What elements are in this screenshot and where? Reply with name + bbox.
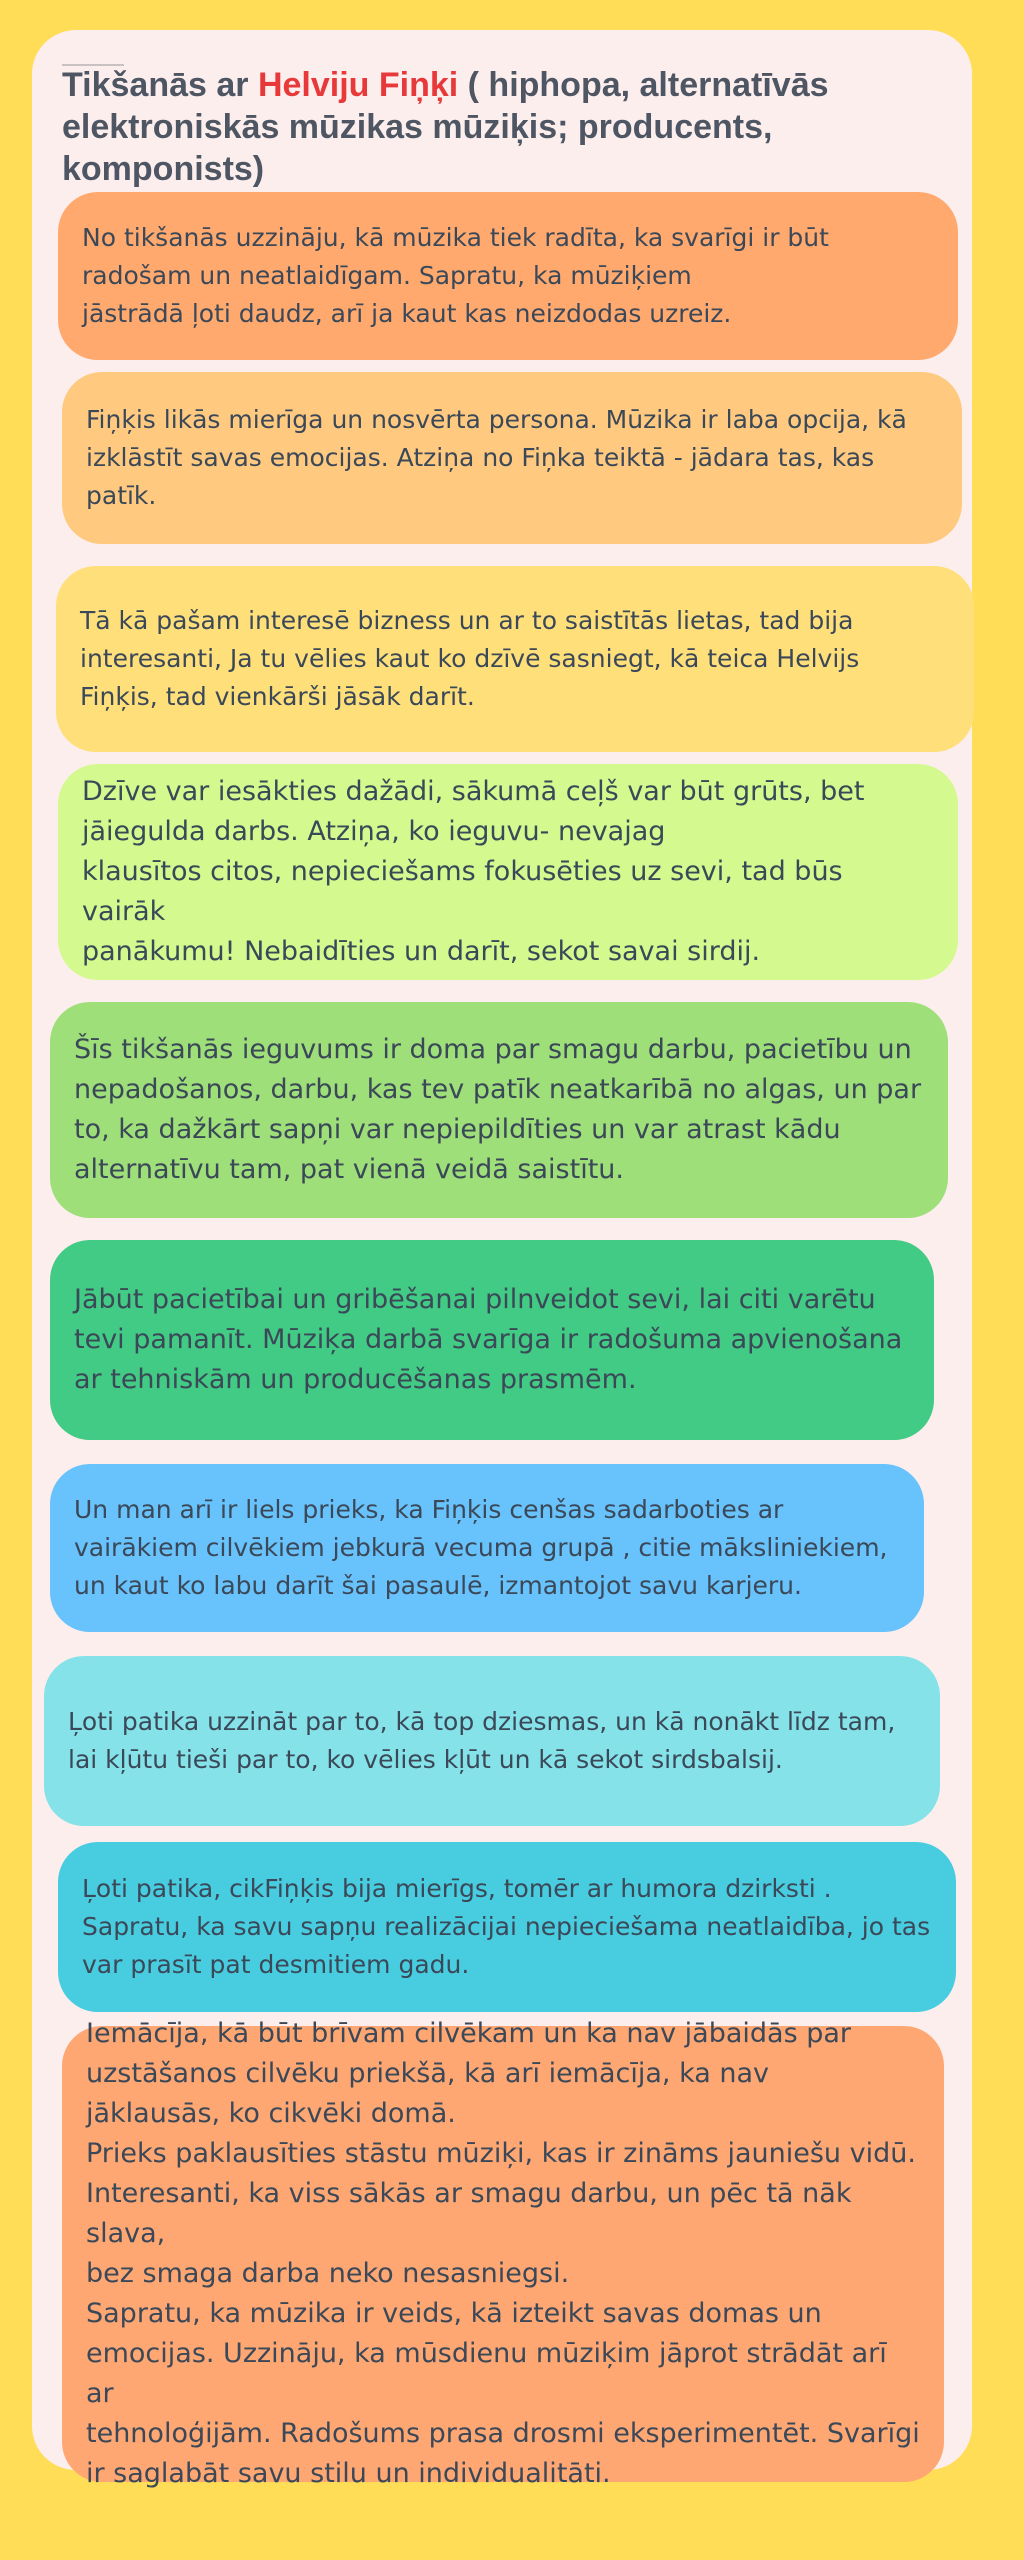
- sticky-note-text: Fiņķis likās mierīga un nosvērta persona. Mūzika ir laba opcija, kā izklāstīt savas emocijas. Atziņa no Fiņka teiktā - jādara tas, kas patīk.: [86, 405, 907, 510]
- sticky-note-text: Un man arī ir liels prieks, ka Fiņķis cenšas sadarboties ar vairākiem cilvēkiem jebkurā vecuma grupā , citie māksliniekiem, un kaut ko labu darīt šai pasaulē, izmantojot savu karjeru.: [74, 1495, 888, 1600]
- sticky-note-5[interactable]: [50, 1002, 948, 1218]
- sticky-note-3[interactable]: [56, 566, 974, 752]
- sticky-note-text: Dzīve var iesākties dažādi, sākumā ceļš var būt grūts, bet jāiegulda darbs. Atziņa, ko ieguvu- nevajag klausītos citos, nepieciešams fokusēties uz sevi, tad būs vairāk panākumu! Nebaidīties un darīt, sekot savai sirdij.: [82, 776, 865, 967]
- sticky-note-4[interactable]: [58, 764, 958, 980]
- sticky-note-2[interactable]: [62, 372, 962, 544]
- sticky-note-9[interactable]: [58, 1842, 956, 2012]
- sticky-note-1[interactable]: [58, 192, 958, 360]
- title-prefix: Tikšanās ar: [62, 66, 258, 104]
- sticky-note-10[interactable]: [62, 2018, 944, 2489]
- sticky-note-7[interactable]: [50, 1464, 924, 1632]
- title-name: Helviju Fiņķi: [257, 66, 459, 104]
- sticky-note-6[interactable]: [50, 1240, 934, 1440]
- sticky-note-text: Ļoti patika, cikFiņķis bija mierīgs, tomēr ar humora dzirksti . Sapratu, ka savu sapņu realizācijai nepieciešama neatlaidība, jo tas var prasīt pat desmitiem gadu.: [82, 1874, 931, 1979]
- page-title: [62, 64, 902, 190]
- sticky-note-text: Jābūt pacietībai un gribēšanai pilnveidot sevi, lai citi varētu tevi pamanīt. Mūziķa darbā svarīga ir radošuma apvienošana ar tehniskām un producēšanas prasmēm.: [74, 1284, 903, 1395]
- sticky-note-text: Šīs tikšanās ieguvums ir doma par smagu darbu, pacietību un nepadošanos, darbu, kas tev patīk neatkarībā no algas, un par to, ka dažkārt sapņi var nepiepildīties un var atrast kādu alternatīvu tam, pat vienā veidā saistītu.: [74, 1034, 922, 1185]
- sticky-note-text: No tikšanās uzzināju, kā mūzika tiek radīta, ka svarīgi ir būt radošam un neatlaidīgam. Sapratu, ka mūziķiem jāstrādā ļoti daudz, arī ja kaut kas neizdodas uzreiz.: [82, 223, 829, 328]
- sticky-note-8[interactable]: [44, 1656, 940, 1826]
- title-suffix: ( hiphopa, alternatīvās elektroniskās mūzikas mūziķis; producents, komponists): [62, 66, 829, 188]
- sticky-note-text: Tā kā pašam interesē bizness un ar to saistītās lietas, tad bija interesanti, Ja tu vēlies kaut ko dzīvē sasniegt, kā teica Helvijs Fiņķis, tad vienkārši jāsāk darīt.: [80, 606, 860, 711]
- sticky-note-text: Iemācīja, kā būt brīvam cilvēkam un ka nav jābaidās par uzstāšanos cilvēku priekšā, kā arī iemācīja, ka nav jāklausās, ko cikvēki domā. Prieks paklausīties stāstu mūziķi, kas ir zināms jauniešu vidū. Interesanti, ka viss sākās ar smagu darbu, un pēc tā nāk slava, bez smaga darba neko nesasniegsi. Sapratu, ka mūzika ir veids, kā izteikt savas domas un emocijas. Uzzināju, ka mūsdienu mūziķim jāprot strādāt arī ar tehnoloģijām. Radošums prasa drosmi eksperimentēt. Svarīgi ir saglabāt savu stilu un individualitāti.: [86, 2018, 920, 2489]
- sticky-note-text: Ļoti patika uzzināt par to, kā top dziesmas, un kā nonākt līdz tam, lai kļūtu tieši par to, ko vēlies kļūt un kā sekot sirdsbalsij.: [68, 1707, 896, 1774]
